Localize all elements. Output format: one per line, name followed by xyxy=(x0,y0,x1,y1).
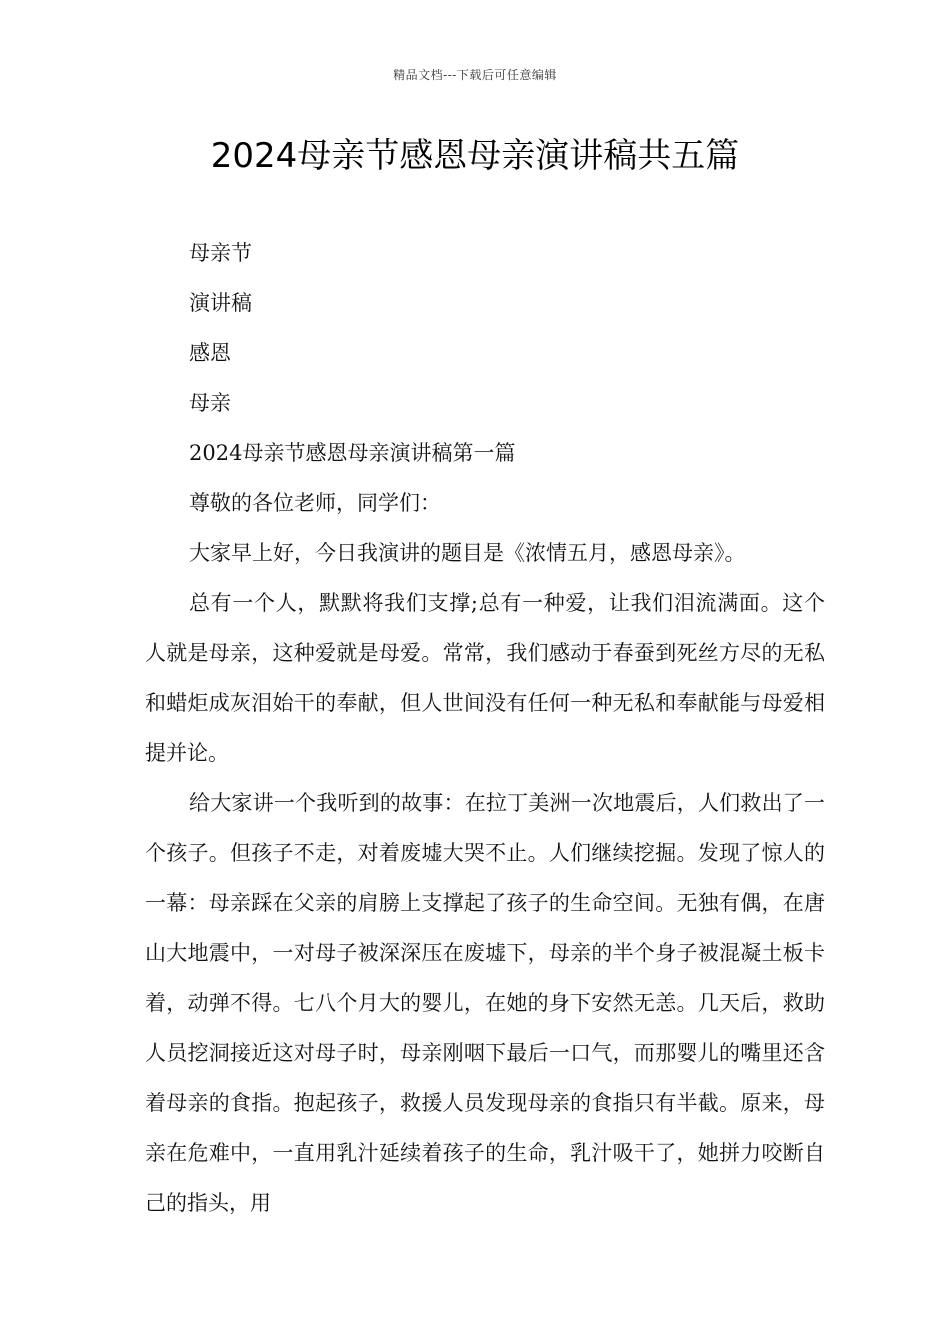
body-paragraph: 总有一个人，默默将我们支撑;总有一种爱，让我们泪流满面。这个人就是母亲，这种爱就是母爱。常常，我们感动于春蚕到死丝方尽的无私和蜡炬成灰泪始干的奉献，但人世间没有任何一种无私和奉献能与母爱相提并论。 xyxy=(145,591,825,765)
header-note: 精品文档---下载后可任意编辑 xyxy=(393,68,557,82)
section-heading: 2024母亲节感恩母亲演讲稿第一篇 xyxy=(189,441,516,465)
keyword-line: 母亲节 xyxy=(189,241,252,265)
body-paragraph: 大家早上好，今日我演讲的题目是《浓情五月，感恩母亲》。 xyxy=(189,541,746,565)
keyword-line: 感恩 xyxy=(189,341,231,365)
document-title: 2024母亲节感恩母亲演讲稿共五篇 xyxy=(210,136,740,176)
keyword-line: 母亲 xyxy=(189,391,231,415)
body-paragraph: 给大家讲一个我听到的故事：在拉丁美洲一次地震后，人们救出了一个孩子。但孩子不走，对着废墟大哭不止。人们继续挖掘。发现了惊人的一幕：母亲踩在父亲的肩膀上支撑起了孩子的生命空间。无独有偶，在唐山大地震中，一对母子被深深压在废墟下，母亲的半个身子被混凝土板卡着，动弹不得。七八个月大的婴儿，在她的身下安然无恙。几天后，救助人员挖洞接近这对母子时，母亲刚咽下最后一口气，而那婴儿的嘴里还含着母亲的食指。抱起孩子，救援人员发现母亲的食指只有半截。原来，母亲在危难中，一直用乳汁延续着孩子的生命，乳汁吸干了，她拼力咬断自己的指头，用 xyxy=(145,791,825,1215)
salutation: 尊敬的各位老师，同学们： xyxy=(189,491,441,515)
keyword-line: 演讲稿 xyxy=(189,291,252,315)
document-body xyxy=(145,228,825,1228)
